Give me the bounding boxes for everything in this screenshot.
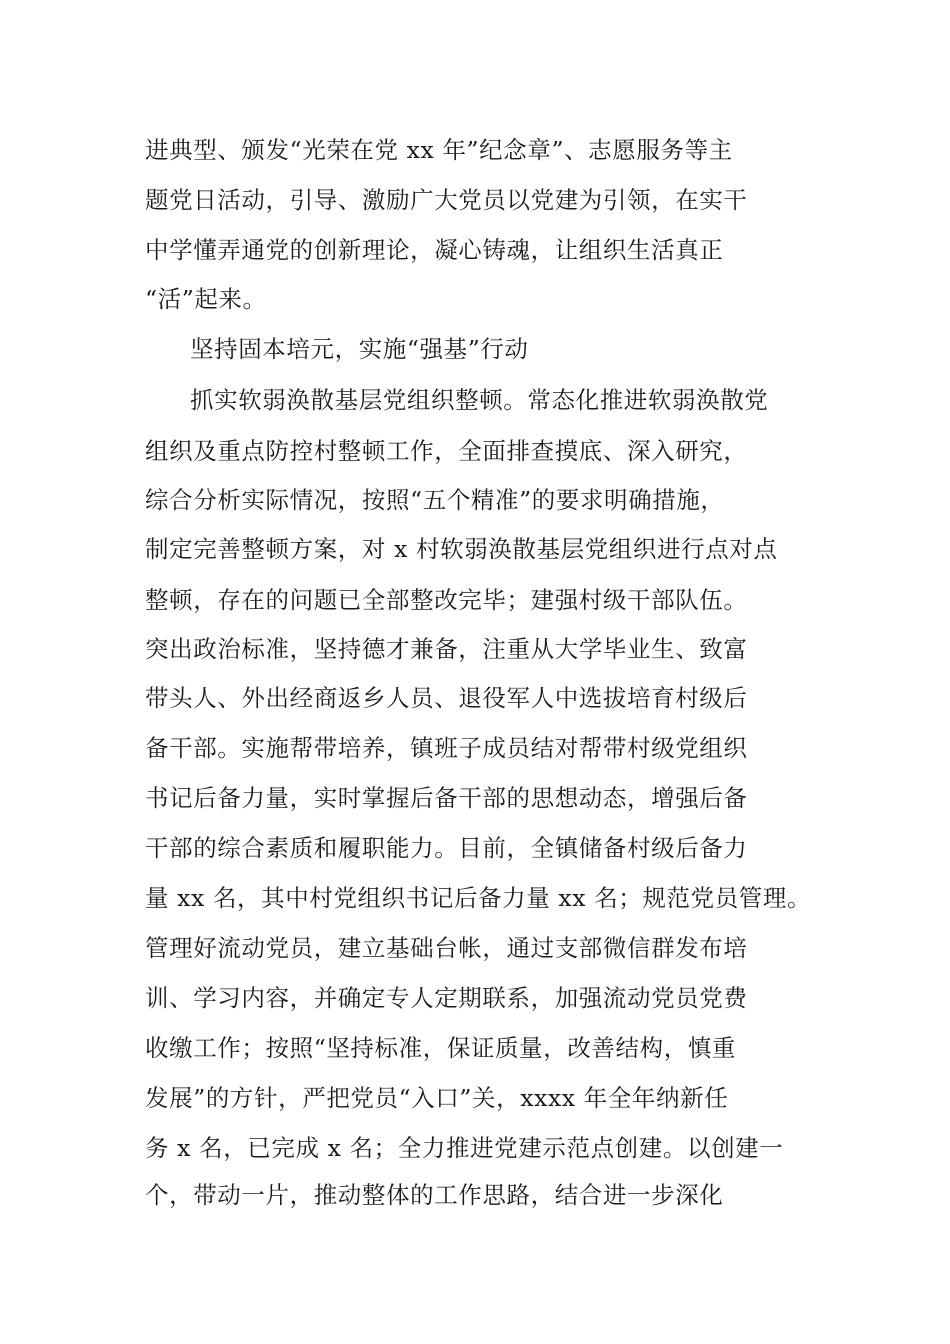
- paragraph-line: 书记后备力量，实时掌握后备干部的思想动态，增强后备: [145, 784, 748, 812]
- paragraph-line: 突出政治标准，坚持德才兼备，注重从大学毕业生、致富: [145, 635, 748, 663]
- paragraph-line: 抓实软弱涣散基层党组织整顿。常态化推进软弱涣散党: [190, 386, 769, 414]
- paragraph-line: 务 x 名，已完成 x 名；全力推进党建示范点创建。以创建一: [145, 1134, 784, 1162]
- paragraph-line: 制定完善整顿方案，对 x 村软弱涣散基层党组织进行点对点: [145, 535, 778, 563]
- paragraph-line: 进典型、颁发“光荣在党 xx 年”纪念章”、志愿服务等主: [145, 136, 733, 164]
- paragraph-line: 题党日活动，引导、激励广大党员以党建为引领，在实干: [145, 186, 748, 214]
- paragraph-line: “活”起来。: [145, 285, 267, 313]
- paragraph-line: 综合分析实际情况，按照“五个精准”的要求明确措施，: [145, 486, 725, 514]
- paragraph-line: 备干部。实施帮带培养，镇班子成员结对帮带村级党组织: [145, 734, 748, 762]
- paragraph-line: 整顿，存在的问题已全部整改完毕；建强村级干部队伍。: [145, 586, 748, 614]
- section-heading: 坚持固本培元，实施“强基”行动: [190, 335, 529, 363]
- paragraph-line: 训、学习内容，并确定专人定期联系，加强流动党员党费: [145, 984, 748, 1012]
- paragraph-line: 收缴工作；按照“坚持标准，保证质量，改善结构，慎重: [145, 1034, 737, 1062]
- paragraph-line: 中学懂弄通党的创新理论，凝心铸魂，让组织生活真正: [145, 236, 724, 264]
- paragraph-line: 发展”的方针，严把党员“入口”关，xxxx 年全年纳新任: [145, 1084, 729, 1112]
- paragraph-line: 量 xx 名，其中村党组织书记后备力量 xx 名；规范党员管理。: [145, 884, 812, 912]
- paragraph-line: 组织及重点防控村整顿工作，全面排查摸底、深入研究，: [145, 437, 748, 465]
- paragraph-line: 带头人、外出经商返乡人员、退役军人中选拔培育村级后: [145, 684, 748, 712]
- paragraph-line: 个，带动一片，推动整体的工作思路，结合进一步深化: [145, 1181, 724, 1209]
- paragraph-line: 干部的综合素质和履职能力。目前，全镇储备村级后备力: [145, 834, 748, 862]
- paragraph-line: 管理好流动党员，建立基础台帐，通过支部微信群发布培: [145, 934, 748, 962]
